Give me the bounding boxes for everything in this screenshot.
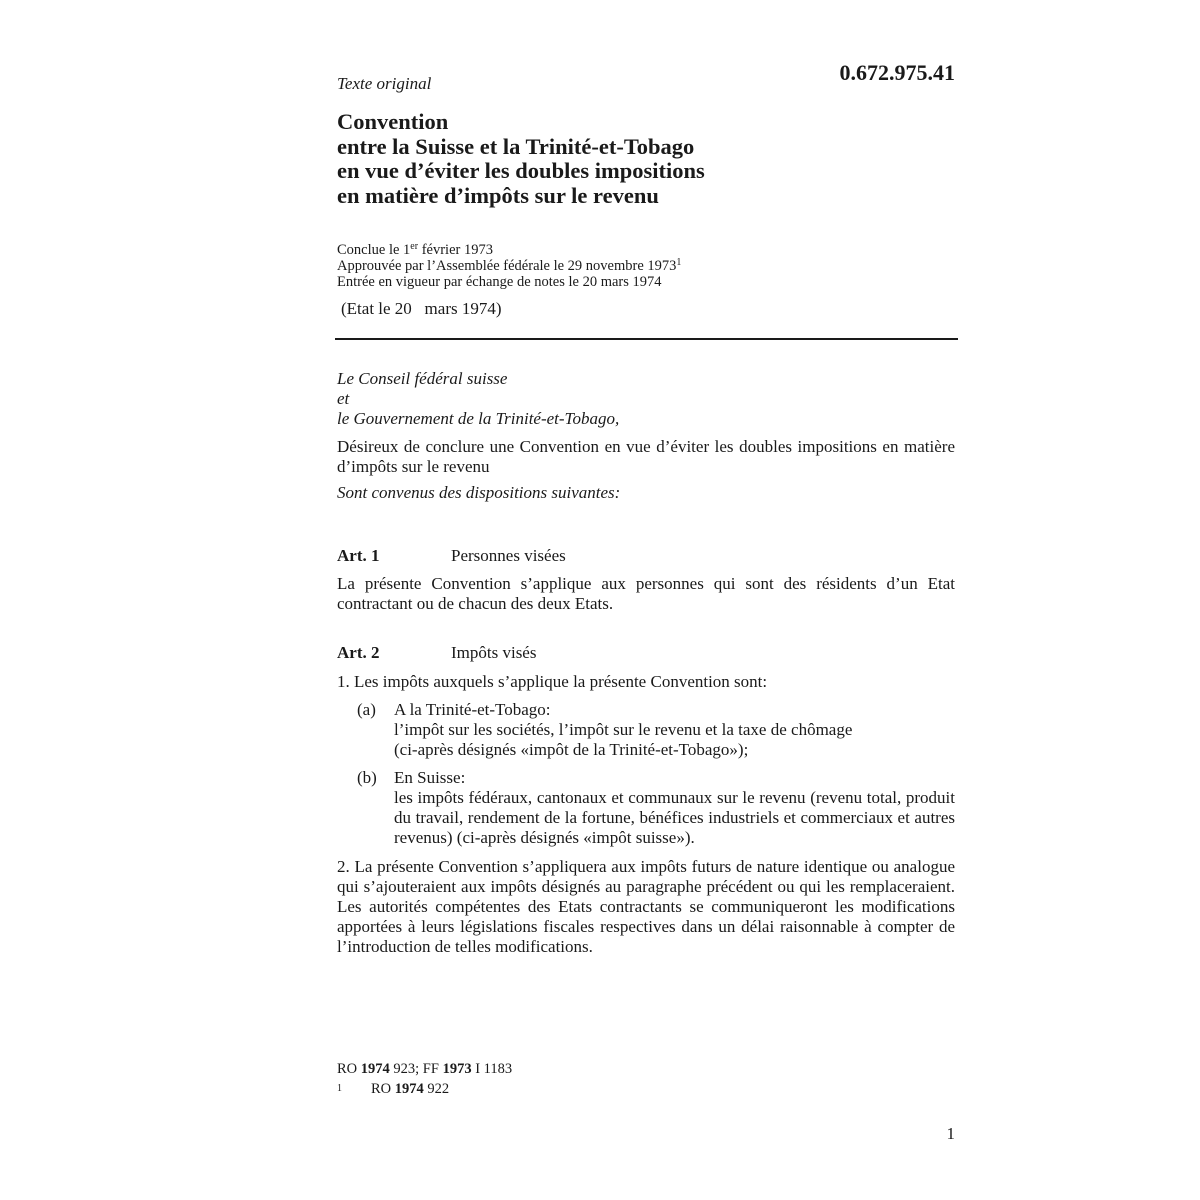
entry-into-force: Entrée en vigueur par échange de notes le 20 mars 1974 [337,274,662,290]
article-1-text: La présente Convention s’applique aux personnes qui sont des résidents d’un Etat contractant ou de chacun des deux Etats. [337,574,955,613]
page-number: 1 [946,1124,955,1143]
contracting-parties [337,369,619,429]
sr-number: 0.672.975.41 [839,60,955,85]
party-trinidad: le Gouvernement de la Trinité-et-Tobago, [337,409,620,428]
title-line: entre la Suisse et la Trinité-et-Tobago [337,133,695,159]
footnote-1 [337,1079,512,1099]
footnote-text: RO 1974 922 [371,1081,450,1097]
item-line: les impôts fédéraux, cantonaux et communaux sur le revenu (revenu total, produit du travail, rendement de la fortune, bénéfices industriels et commerciaux et autres revenus) (ci-après désignés «impôt suisse»). [394,788,955,847]
article-2-paragraph-2: 2. La présente Convention s’appliquera aux impôts futurs de nature identique ou analogue qui s’ajouteraient aux impôts désignés au paragraphe précédent ou qui les remplaceraient. Les autorités compétentes des Etats contractants se communiqueront les modifications apportées à leurs législations fiscales respectives dans un délai raisonnable à compter de l’introduction de telles modifications. [337,857,955,956]
preamble-text: Désireux de conclure une Convention en vue d’éviter les doubles impositions en matière d’impôts sur le revenu [337,437,955,476]
concluded-date: Conclue le 1er février 1973 [337,241,493,258]
party-conjunction: et [337,389,350,408]
item-marker: (b) [357,768,377,787]
article-2-paragraph-1: 1. Les impôts auxquels s’applique la présente Convention sont: [337,672,768,691]
title-line: Convention [337,109,449,134]
item-line: En Suisse: [394,768,466,787]
party-switzerland: Le Conseil fédéral suisse [337,369,508,388]
title-line: en matière d’impôts sur le revenu [337,182,659,208]
article-number: Art. 1 [337,546,380,565]
status-date: (Etat le 20 mars 1974) [341,299,502,318]
approval-date: Approuvée par l’Assemblée fédérale le 29 novembre 1973$^1$ [337,257,682,274]
document-metadata [337,242,681,290]
document-title [337,110,705,208]
agreed-clause: Sont convenus des dispositions suivantes: [337,483,621,502]
article-title: Impôts visés [451,643,537,662]
source-reference: RO 1974 923; FF 1973 I 1183 [337,1061,513,1077]
item-line: (ci-après désignés «impôt de la Trinité-et-Tobago»); [394,740,749,759]
item-line: A la Trinité-et-Tobago: [394,700,551,719]
footnote-mark: 1 [337,1083,342,1094]
original-text-label: Texte original [337,74,432,93]
article-number: Art. 2 [337,643,380,662]
item-line: l’impôt sur les sociétés, l’impôt sur le revenu et la taxe de chômage [394,720,853,739]
article-title: Personnes visées [451,546,566,565]
footnotes [337,1059,512,1099]
footnote-ref: 1 [676,257,682,268]
title-line: en vue d’éviter les doubles impositions [337,158,705,183]
horizontal-rule [335,338,958,340]
item-marker: (a) [357,700,376,719]
